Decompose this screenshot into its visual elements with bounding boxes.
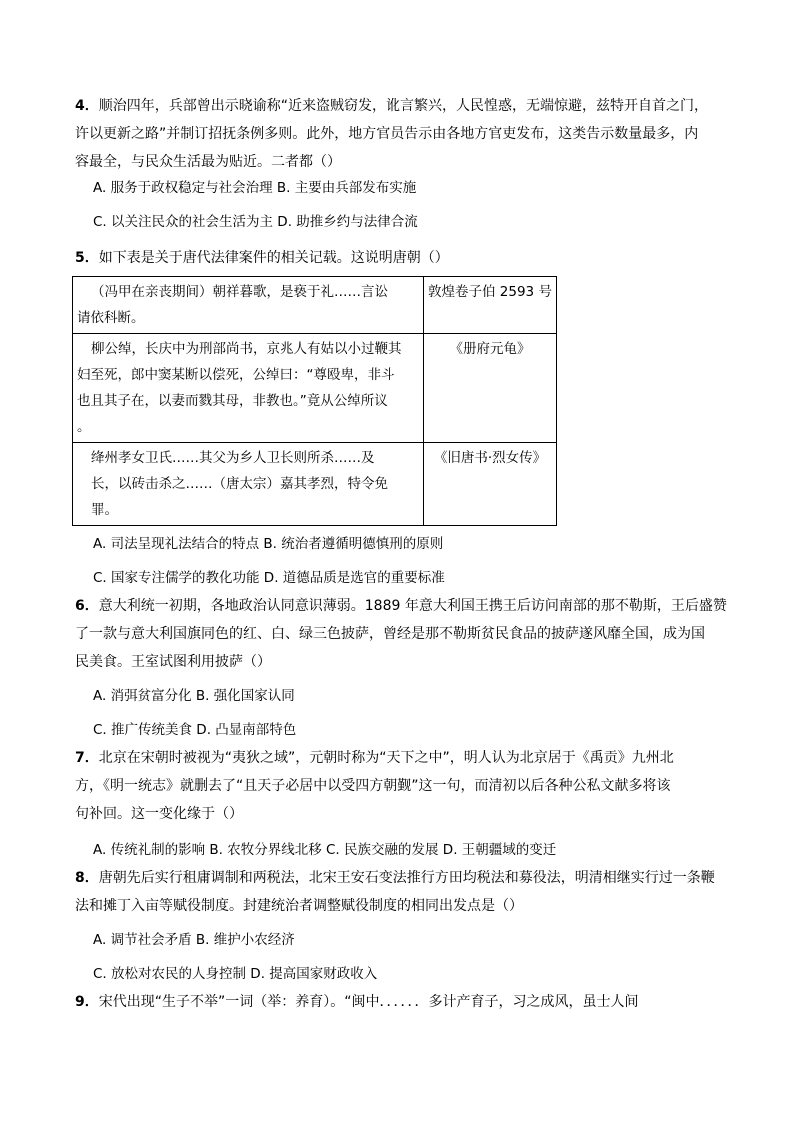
question-number: 5． xyxy=(75,250,99,266)
question-4-options-ab[interactable]: A. 服务于政权稳定与社会治理 B. 主要由兵部发布实施 xyxy=(93,180,417,196)
question-number: 4． xyxy=(75,98,99,114)
question-4-line-1: 4．顺治四年，兵部曾出示晓谕称“近来盗贼窃发，讹言繁兴，人民惶惑，无端惊避，兹特开自首之门， xyxy=(75,98,709,114)
table-cell-source: 《册府元龟》 xyxy=(424,334,557,443)
question-6-line-2: 了一款与意大利国旗同色的红、白、绿三色披萨，曾经是那不勒斯贫民食品的披萨遂风靡全国，成为国 xyxy=(75,626,705,642)
question-9-line-1: 9．宋代出现“生子不举”一词（举：养育）。“闽中．．．．．．多计产育子，习之成风，虽士人间 xyxy=(75,994,639,1010)
question-6-options-ab[interactable]: A. 消弭贫富分化 B. 强化国家认同 xyxy=(93,688,295,704)
table-cell-content: 绛州孝女卫氏……其父为乡人卫长则所杀……及 长，以砖击杀之……（唐太宗）嘉其孝烈，特令免 罪。 xyxy=(73,443,424,526)
question-4-line-2: 许以更新之路”并制订招抚条例多则。此外，地方官员告示由各地方官吏发布，这类告示数量最多，内 xyxy=(75,126,699,142)
question-4-line-3: 容最全，与民众生活最为贴近。二者都（） xyxy=(75,154,341,170)
question-8-line-1: 8．唐朝先后实行租庸调制和两税法，北宋王安石变法推行方田均税法和募役法，明清相继实行过一条鞭 xyxy=(75,870,715,886)
question-number: 6． xyxy=(75,598,99,614)
question-7-options[interactable]: A. 传统礼制的影响 B. 农牧分界线北移 C. 民族交融的发展 D. 王朝疆域的变迁 xyxy=(93,842,557,858)
table-row xyxy=(73,443,557,526)
question-8-line-2: 法和摊丁入亩等赋役制度。封建统治者调整赋役制度的相同出发点是（） xyxy=(75,898,523,914)
table-cell-source: 敦煌卷子伯 2593 号 xyxy=(424,277,557,334)
question-8-options-cd[interactable]: C. 放松对农民的人身控制 D. 提高国家财政收入 xyxy=(93,966,378,982)
table-row xyxy=(73,334,557,443)
question-number: 9． xyxy=(75,994,99,1010)
question-6-options-cd[interactable]: C. 推广传统美食 D. 凸显南部特色 xyxy=(93,722,297,738)
question-number: 7． xyxy=(75,750,99,766)
question-5-line-1: 5．如下表是关于唐代法律案件的相关记载。这说明唐朝（） xyxy=(75,250,449,266)
question-7-line-1: 7．北京在宋朝时被视为“夷狄之域”，元朝时称为“天下之中”，明人认为北京居于《禹贡》九州北 xyxy=(75,750,674,766)
question-6-line-1: 6．意大利统一初期，各地政治认同意识薄弱。1889 年意大利国王携王后访问南部的那不勒斯，王后盛赞 xyxy=(75,598,727,614)
question-4-options-cd[interactable]: C. 以关注民众的社会生活为主 D. 助推乡约与法律合流 xyxy=(93,214,418,230)
tang-law-cases-table xyxy=(72,276,557,526)
question-7-line-3: 句补回。这一变化缘于（） xyxy=(75,806,243,822)
question-6-line-3: 民美食。王室试图利用披萨（） xyxy=(75,654,271,670)
table-cell-content: 柳公绰，长庆中为刑部尚书，京兆人有姑以小过鞭其 妇至死，郎中窦某断以偿死，公绰曰：“尊殴卑，非斗 也且其子在，以妻而戮其母，非教也。”竟从公绰所议 。 xyxy=(73,334,424,443)
question-5-options-cd[interactable]: C. 国家专注儒学的教化功能 D. 道德品质是选官的重要标准 xyxy=(93,570,445,586)
table-cell-content: （冯甲在亲丧期间）朝祥暮歌，是亵于礼……言讼 请依科断。 xyxy=(73,277,424,334)
table-cell-source: 《旧唐书·烈女传》 xyxy=(424,443,557,526)
table-row xyxy=(73,277,557,334)
question-8-options-ab[interactable]: A. 调节社会矛盾 B. 维护小农经济 xyxy=(93,932,295,948)
question-5-options-ab[interactable]: A. 司法呈现礼法结合的特点 B. 统治者遵循明德慎刑的原则 xyxy=(93,536,444,552)
question-number: 8． xyxy=(75,870,99,886)
question-7-line-2: 方，《明一统志》就删去了“且天子必居中以受四方朝觐”这一句，而清初以后各种公私文献多将该 xyxy=(75,778,671,794)
